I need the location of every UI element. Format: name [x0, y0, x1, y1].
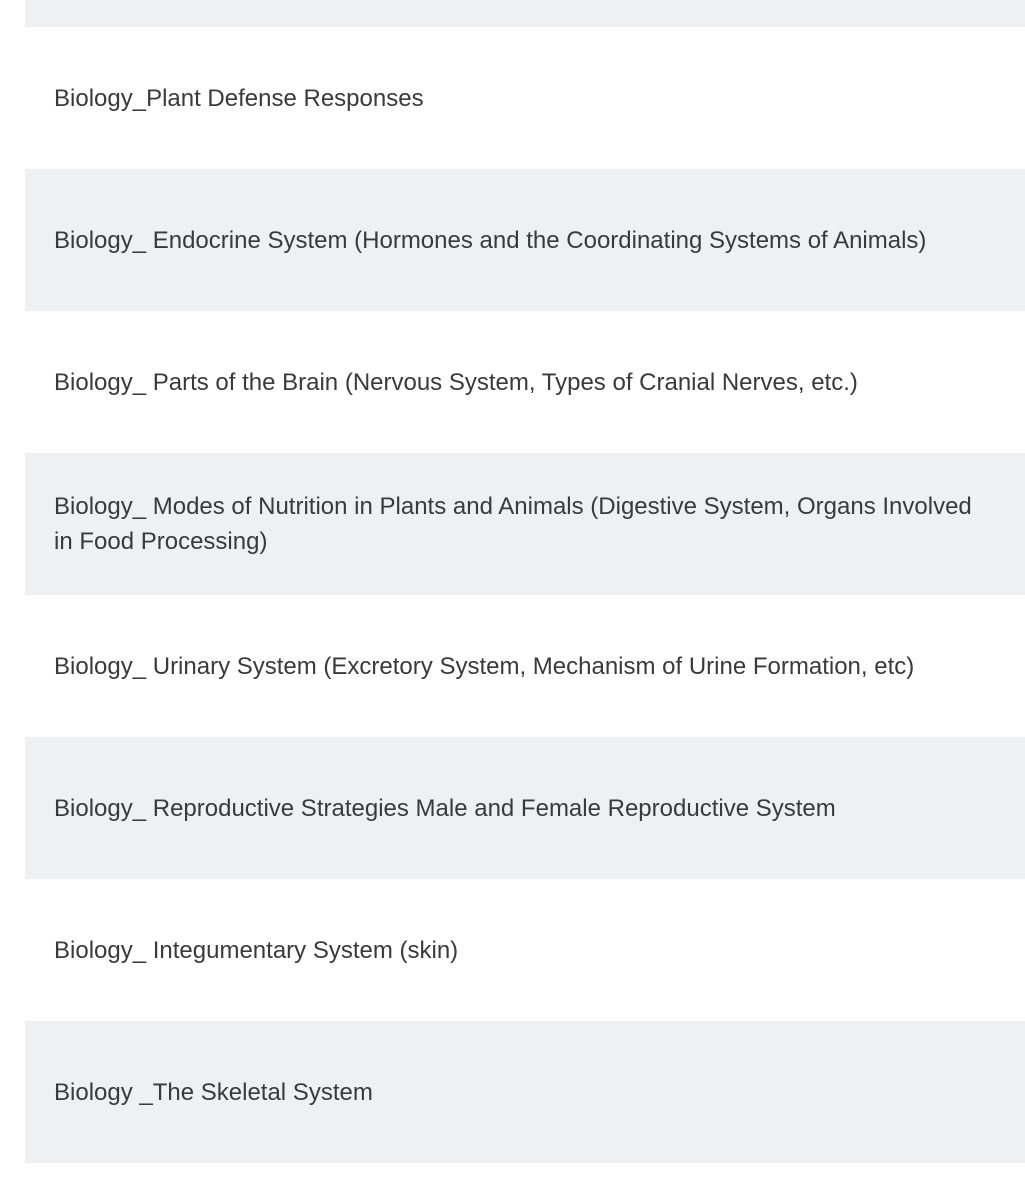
topic-label: Biology_ Integumentary System (skin): [54, 936, 459, 964]
topic-row-integumentary[interactable]: [25, 879, 1025, 1021]
topic-row-urinary[interactable]: [25, 595, 1025, 737]
topic-label: Biology_ Endocrine System (Hormones and the Coordinating Systems of Animals): [54, 226, 927, 254]
topic-label: Biology_Plant Defense Responses: [54, 84, 424, 112]
topic-row-partial[interactable]: [25, 0, 1025, 27]
topic-row-skeletal[interactable]: [25, 1021, 1025, 1163]
topic-row-plant-defense[interactable]: [25, 27, 1025, 169]
topic-list: [25, 0, 1025, 1163]
topic-label: Biology _The Skeletal System: [54, 1078, 373, 1106]
topic-label: Biology_ Modes of Nutrition in Plants and Animals (Digestive System, Organs Involved in Food Processing): [54, 493, 972, 555]
topic-label: Biology_ Reproductive Strategies Male and Female Reproductive System: [54, 794, 836, 822]
topic-row-endocrine[interactable]: [25, 169, 1025, 311]
topic-row-reproductive[interactable]: [25, 737, 1025, 879]
topic-label: Biology_ Urinary System (Excretory System, Mechanism of Urine Formation, etc): [54, 652, 915, 680]
topic-label: Biology_ Parts of the Brain (Nervous System, Types of Cranial Nerves, etc.): [54, 368, 858, 396]
topic-row-nutrition[interactable]: [25, 453, 1025, 595]
topic-row-brain[interactable]: [25, 311, 1025, 453]
